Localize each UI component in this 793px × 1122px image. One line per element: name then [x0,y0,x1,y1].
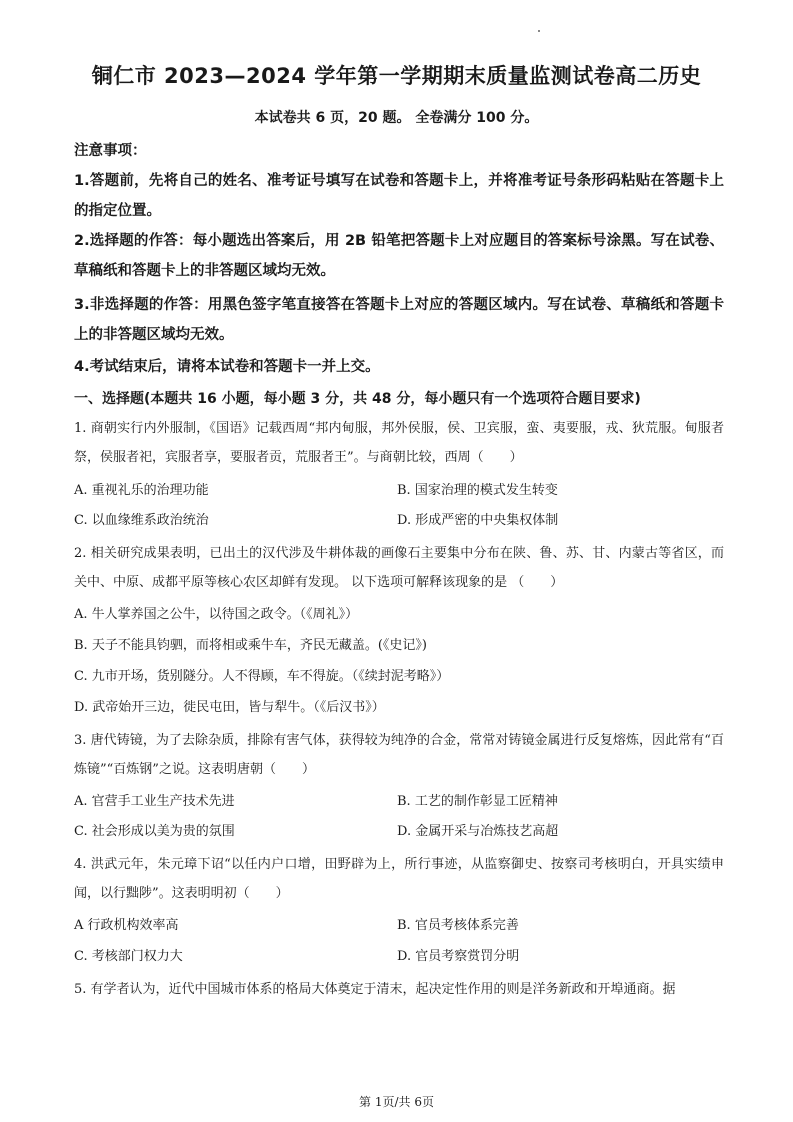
option-c: C. 社会形成以美为贵的氛围 [74,824,235,839]
note-item: 2.选择题的作答：每小题选出答案后，用 2B 铅笔把答题卡上对应题目的答案标号涂黑。写在试卷、草稿纸和答题卡上的非答题区域均无效。 [74,233,724,279]
question-stem: 2. 相关研究成果表明，已出土的汉代涉及牛耕体裁的画像石主要集中分布在陕、鲁、苏、甘、内蒙古等省区，而关中、中原、成都平原等核心农区却鲜有发现。 以下选项可解释该现象的是 （ ） [74,546,724,590]
option-b: B. 国家治理的模式发生转变 [397,483,558,498]
option-d: D. 金属开采与冶炼技艺高超 [397,824,559,839]
option-a: A 行政机构效率高 [74,918,179,933]
note-item: 3.非选择题的作答：用黑色签字笔直接答在答题卡上对应的答题区域内。写在试卷、草稿纸和答题卡上的非答题区域均无效。 [74,297,724,343]
option-c: C. 以血缘维系政治统治 [74,513,209,528]
option-b: B. 天子不能具钧驷，而将相或乘牛车，齐民无藏盖。(《史记》) [74,638,427,653]
note-item: 4.考试结束后，请将本试卷和答题卡一并上交。 [74,359,380,375]
notes-heading: 注意事项： [74,143,147,159]
question-stem: 5. 有学者认为，近代中国城市体系的格局大体奠定于清末，起决定性作用的则是洋务新政和开埠通商。据 [74,982,676,997]
page-title: 铜仁市 2023—2024 学年第一学期期末质量监测试卷高二历史 [91,64,702,88]
option-a: A. 官营手工业生产技术先进 [74,794,235,809]
page-number: 第 1页/共 6页 [359,1095,434,1109]
option-b: B. 工艺的制作彰显工匠精神 [397,794,558,809]
exam-info: 本试卷共 6 页，20 题。 全卷满分 100 分。 [254,110,539,126]
question-stem: 3. 唐代铸镜，为了去除杂质，排除有害气体，获得较为纯净的合金，常常对铸镜金属进行反复熔炼，因此常有“百炼镜”“百炼钢”之说。这表明唐朝（ ） [74,733,724,777]
option-b: B. 官员考核体系完善 [397,918,519,933]
question-stem: 1. 商朝实行内外服制，《国语》记载西周“邦内甸服，邦外侯服，侯、卫宾服，蛮、夷要服，戎、狄荒服。甸服者祭，侯服者祀，宾服者享，要服者贡，荒服者王”。与商朝比较，西周（ ） [74,421,724,465]
option-a: A. 牛人掌养国之公牛，以待国之政令。（《周礼》） [74,607,359,622]
scan-speck [538,30,540,32]
option-c: C. 九市开场，货别隧分。人不得顾，车不得旋。（《续封泥考略》） [74,669,450,684]
option-d: D. 武帝始开三边，徙民屯田，皆与犁牛。（《后汉书》） [74,700,385,715]
note-item: 1.答题前，先将自己的姓名、准考证号填写在试卷和答题卡上，并将准考证号条形码粘贴在答题卡上的指定位置。 [74,173,724,219]
option-d: D. 官员考察赏罚分明 [397,949,520,964]
section-heading: 一、选择题(本题共 16 小题，每小题 3 分，共 48 分，每小题只有一个选项符合题目要求) [74,391,641,407]
option-a: A. 重视礼乐的治理功能 [74,483,209,498]
option-c: C. 考核部门权力大 [74,949,183,964]
option-d: D. 形成严密的中央集权体制 [397,513,559,528]
question-stem: 4. 洪武元年，朱元璋下诏“以任内户口增，田野辟为上，所行事迹，从监察御史、按察司考核明白，开具实绩申闻，以行黜陟”。这表明明初（ ） [74,857,724,901]
